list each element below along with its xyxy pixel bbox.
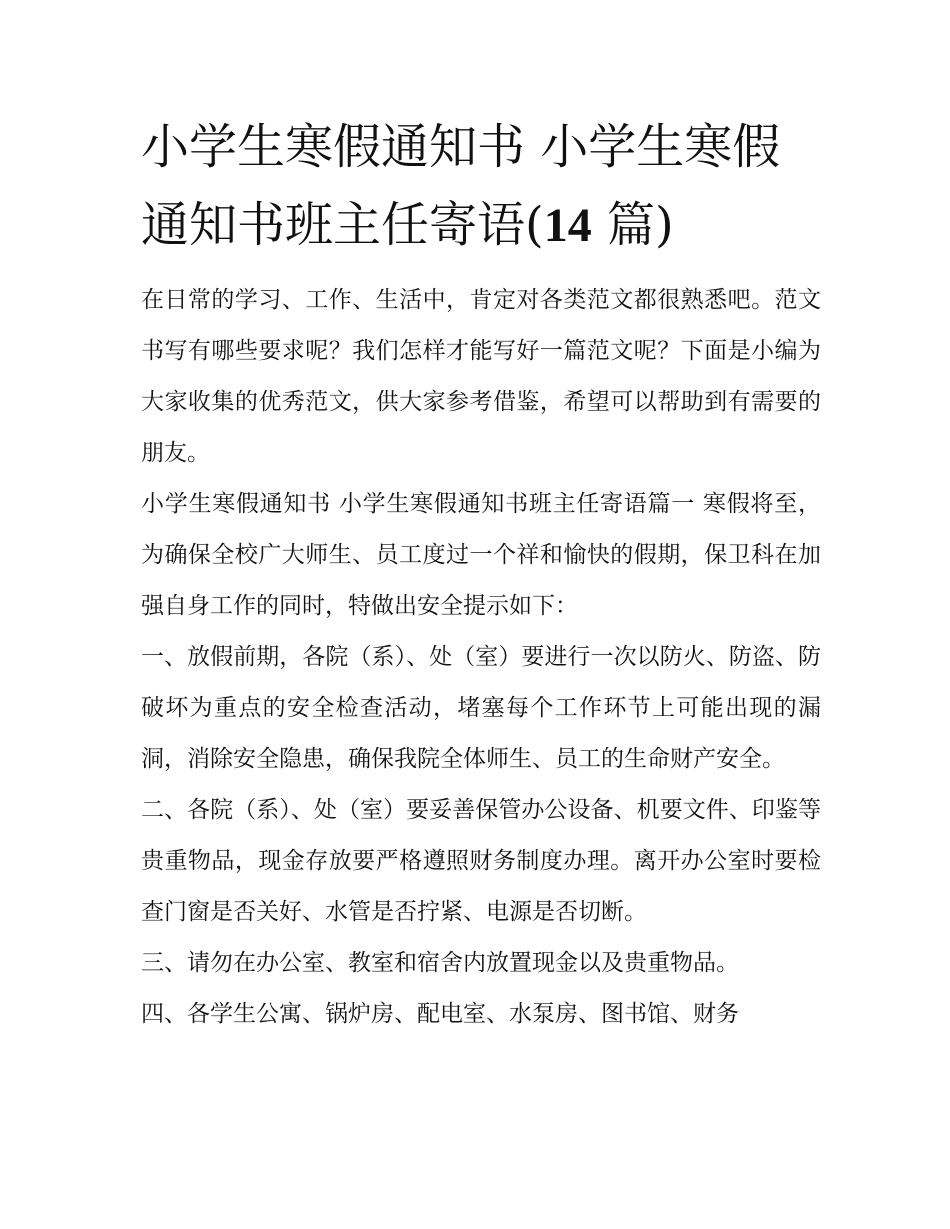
- paragraph-intro: 在日常的学习、工作、生活中，肯定对各类范文都很熟悉吧。范文书写有哪些要求呢？我们怎样才能写好一篇范文呢？下面是小编为大家收集的优秀范文，供大家参考借鉴，希望可以帮助到有需要的朋友。: [141, 287, 821, 466]
- document-title: [141, 108, 821, 265]
- paragraph-item-4: 四、各学生公寓、锅炉房、配电室、水泵房、图书馆、财务: [141, 1001, 739, 1027]
- paragraph-item-1: 一、放假前期，各院（系）、处（室）要进行一次以防火、防盗、防破坏为重点的安全检查活动，堵塞每个工作环节上可能出现的漏洞，消除安全隐患，确保我院全体师生、员工的生命财产安全。: [141, 644, 821, 772]
- paragraph-notice: 小学生寒假通知书 小学生寒假通知书班主任寄语篇一 寒假将至，为确保全校广大师生、员工度过一个祥和愉快的假期，保卫科在加强自身工作的同时，特做出安全提示如下：: [141, 491, 821, 619]
- document-body: [141, 275, 821, 1040]
- title-suffix: 篇): [591, 197, 674, 253]
- paragraph-item-3: 三、请勿在办公室、教室和宿舍内放置现金以及贵重物品。: [141, 950, 739, 976]
- paragraph-item-2: 二、各院（系）、处（室）要妥善保管办公设备、机要文件、印鉴等贵重物品，现金存放要严格遵照财务制度办理。离开办公室时要检查门窗是否关好、水管是否拧紧、电源是否切断。: [141, 797, 821, 925]
- title-count: 14: [543, 199, 592, 252]
- title-text: 小学生寒假通知书 小学生寒假通知书班主任寄语(: [141, 119, 781, 253]
